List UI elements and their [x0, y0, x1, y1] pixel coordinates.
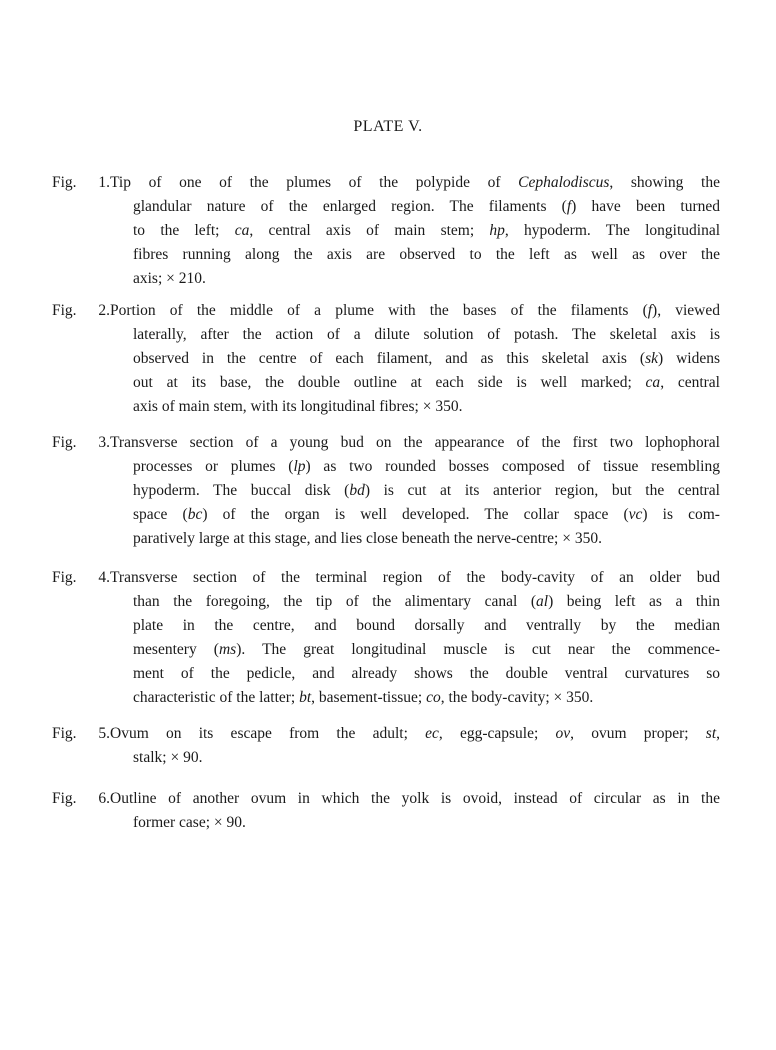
caption-line: observed in the centre of each filament, and as this skeletal axis (sk) widens — [133, 350, 720, 367]
italic-term: f — [647, 302, 653, 319]
caption-line: than the foregoing, the tip of the alimentary canal (al) being left as a thin — [133, 593, 720, 610]
italic-term: sk — [645, 350, 658, 367]
italic-term: lp — [293, 458, 306, 475]
caption-line: to the left; ca, central axis of main stem; hp, hypoderm. The longitudinal — [133, 222, 721, 239]
italic-term: al — [536, 593, 549, 610]
figure-caption-3 — [52, 431, 720, 551]
caption-line: laterally, after the action of a dilute solution of potash. The skeletal axis is — [133, 326, 720, 343]
figure-label: Fig. 2. — [52, 302, 110, 319]
figure-label: Fig. 5. — [52, 725, 110, 742]
italic-term: ov — [555, 725, 571, 742]
caption-line: plate in the centre, and bound dorsally and ventrally by the median — [133, 617, 720, 634]
caption-line: hypoderm. The buccal disk (bd) is cut at its anterior region, but the central — [133, 482, 720, 499]
caption-line: Fig. 2.Portion of the middle of a plume with the bases of the filaments (f), viewed — [52, 299, 720, 323]
figure-caption-1 — [52, 171, 720, 291]
caption-line: Fig. 5.Ovum on its escape from the adult; ec, egg-capsule; ov, ovum proper; st, — [52, 722, 720, 746]
figure-label: Fig. 4. — [52, 569, 110, 586]
italic-term: co — [426, 689, 441, 706]
figure-caption-6 — [52, 787, 720, 835]
caption-line: glandular nature of the enlarged region. The filaments (f) have been turned — [133, 198, 720, 215]
caption-line: axis; × 210. — [133, 270, 206, 287]
italic-term: bd — [349, 482, 365, 499]
caption-line: Fig. 4.Transverse section of the terminal region of the body-cavity of an older bud — [52, 566, 720, 590]
italic-term: vc — [628, 506, 643, 523]
plate-title: PLATE V. — [353, 118, 423, 135]
caption-line: stalk; × 90. — [133, 749, 203, 766]
caption-line: ment of the pedicle, and already shows the double ventral curvatures so — [133, 665, 720, 682]
caption-line: Fig. 1.Tip of one of the plumes of the polypide of Cephalodiscus, showing the — [52, 171, 720, 195]
italic-term: bt — [299, 689, 312, 706]
caption-line: axis of main stem, with its longitudinal fibres; × 350. — [133, 398, 463, 415]
figure-label: Fig. 6. — [52, 790, 110, 807]
italic-term: ca — [645, 374, 661, 391]
caption-line: former case; × 90. — [133, 814, 246, 831]
italic-term: ca — [234, 222, 250, 239]
italic-term: ec — [425, 725, 439, 742]
figure-label: Fig. 1. — [52, 174, 110, 191]
caption-line: characteristic of the latter; bt, basement-tissue; co, the body-cavity; × 350. — [133, 689, 594, 706]
caption-line: Fig. 6.Outline of another ovum in which the yolk is ovoid, instead of circular as in the — [52, 787, 720, 811]
italic-term: ms — [218, 641, 237, 658]
figure-caption-2 — [52, 299, 720, 419]
caption-line: out at its base, the double outline at each side is well marked; ca, central — [133, 374, 720, 391]
caption-line: processes or plumes (lp) as two rounded bosses composed of tissue resembling — [133, 458, 720, 475]
italic-term: hp — [489, 222, 505, 239]
italic-term: bc — [187, 506, 203, 523]
figure-caption-5 — [52, 722, 720, 770]
italic-term: f — [566, 198, 572, 215]
italic-term: Cephalodiscus — [518, 174, 610, 191]
figure-label: Fig. 3. — [52, 434, 110, 451]
italic-term: st — [705, 725, 717, 742]
caption-line: space (bc) of the organ is well developed. The collar space (vc) is com- — [133, 506, 720, 523]
caption-line: Fig. 3.Transverse section of a young bud on the appearance of the first two lophophoral — [52, 431, 720, 455]
caption-line: paratively large at this stage, and lies close beneath the nerve-centre; × 350. — [133, 530, 602, 547]
caption-line: mesentery (ms). The great longitudinal muscle is cut near the commence- — [133, 641, 720, 658]
caption-line: fibres running along the axis are observed to the left as well as over the — [133, 246, 720, 263]
figure-caption-4 — [52, 566, 720, 710]
